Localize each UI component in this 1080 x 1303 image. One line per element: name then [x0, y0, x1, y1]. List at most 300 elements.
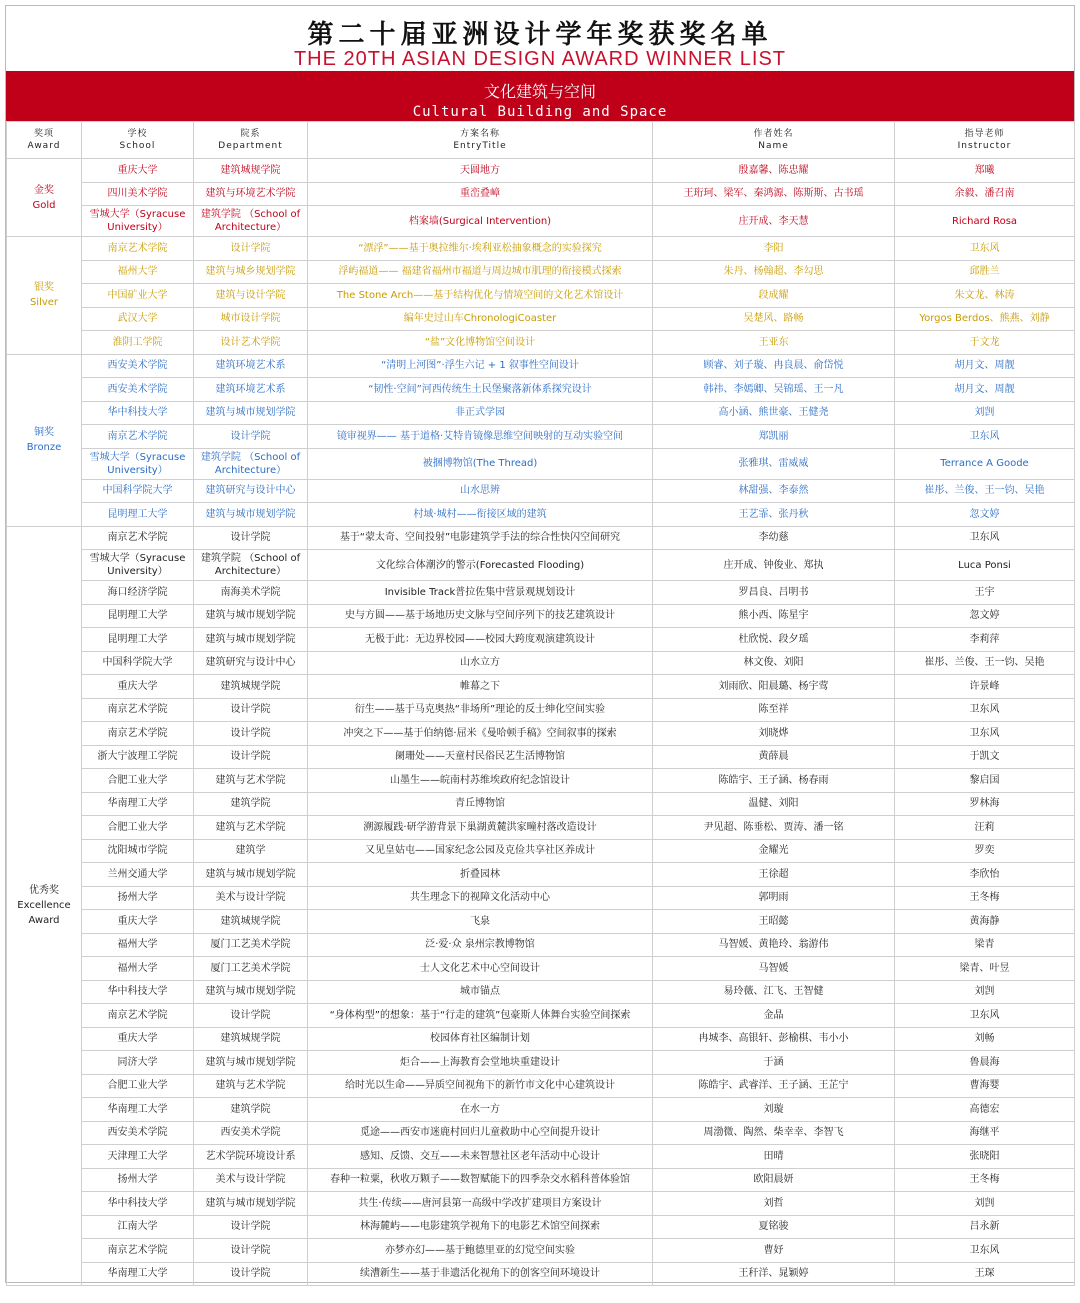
department-cell: 西安美术学院 [194, 1121, 308, 1145]
table-row [7, 628, 1075, 652]
table-row [7, 980, 1075, 1004]
instructor-cell: 王冬梅 [895, 886, 1075, 910]
department-cell: 厦门工艺美术学院 [194, 933, 308, 957]
entry-title-cell: 文化综合体潮汐的警示(Forecasted Flooding) [308, 550, 653, 581]
table-row [7, 1192, 1075, 1216]
author-cell: 黄薛晨 [653, 745, 895, 769]
department-cell: 设计艺术学院 [194, 331, 308, 355]
school-cell: 西安美术学院 [82, 354, 194, 378]
school-cell: 沈阳城市学院 [82, 839, 194, 863]
instructor-cell: 李莉萍 [895, 628, 1075, 652]
school-cell: 重庆大学 [82, 159, 194, 183]
department-cell: 厦门工艺美术学院 [194, 957, 308, 981]
department-cell: 南海美术学院 [194, 581, 308, 605]
department-cell: 建筑学院 （School of Architecture） [194, 206, 308, 237]
author-cell: 高小涵、熊世豪、王健尧 [653, 401, 895, 425]
instructor-cell: 于文龙 [895, 331, 1075, 355]
award-cell [7, 526, 82, 1286]
department-cell: 设计学院 [194, 698, 308, 722]
author-cell: 郭明雨 [653, 886, 895, 910]
school-cell: 中国科学院大学 [82, 479, 194, 503]
department-cell: 城市设计学院 [194, 307, 308, 331]
school-cell: 武汉大学 [82, 307, 194, 331]
instructor-cell: 郑曦 [895, 159, 1075, 183]
entry-title-cell: 山水立方 [308, 651, 653, 675]
school-cell: 南京艺术学院 [82, 526, 194, 550]
header-name: 作者姓名 Name [653, 122, 895, 159]
entry-title-cell: 续漕新生——基于非遗活化视角下的创客空间环境设计 [308, 1262, 653, 1286]
author-cell: 王徐超 [653, 863, 895, 887]
author-cell: 王秆洋、晁颖婷 [653, 1262, 895, 1286]
table-row [7, 698, 1075, 722]
author-cell: 刘璇 [653, 1098, 895, 1122]
table-row [7, 260, 1075, 284]
school-cell: 天津理工大学 [82, 1145, 194, 1169]
entry-title-cell: 给时光以生命——异质空间视角下的新竹市文化中心建筑设计 [308, 1074, 653, 1098]
category-title: 文化建筑与空间 [483, 82, 596, 101]
entry-title-cell: 天圆地方 [308, 159, 653, 183]
department-cell: 设计学院 [194, 745, 308, 769]
entry-title-cell: The Stone Arch——基于结构优化与情境空间的文化艺术馆设计 [308, 284, 653, 308]
instructor-cell: 胡月文、周靓 [895, 378, 1075, 402]
department-cell: 建筑与城市规划学院 [194, 1051, 308, 1075]
department-cell: 设计学院 [194, 1004, 308, 1028]
table-row [7, 1215, 1075, 1239]
entry-title-cell: 城市锚点 [308, 980, 653, 1004]
entry-title-cell: 村域·城村——衔接区域的建筑 [308, 503, 653, 527]
table-row [7, 159, 1075, 183]
school-cell: 南京艺术学院 [82, 722, 194, 746]
entry-title-cell: 炬合——上海教育会堂地块重建设计 [308, 1051, 653, 1075]
entry-title-cell: “清明上河图”·浮生六记 + 1 叙事性空间设计 [308, 354, 653, 378]
department-cell: 建筑城规学院 [194, 910, 308, 934]
school-cell: 合肥工业大学 [82, 816, 194, 840]
table-row [7, 581, 1075, 605]
author-cell: 殷嘉馨、陈忠耀 [653, 159, 895, 183]
department-cell: 设计学院 [194, 425, 308, 449]
instructor-cell: 卫东风 [895, 526, 1075, 550]
award-label-zh: 金奖 [34, 184, 54, 196]
department-cell: 建筑与城市规划学院 [194, 980, 308, 1004]
table-row [7, 1145, 1075, 1169]
page-title: 第二十届亚洲设计学年奖获奖名单 [307, 20, 773, 50]
instructor-cell: 刘剀 [895, 980, 1075, 1004]
instructor-cell: 崔彤、兰俊、王一钧、吴艳 [895, 479, 1075, 503]
table-row [7, 206, 1075, 237]
table-row [7, 839, 1075, 863]
entry-title-cell: 基于“蒙太奇、空间投射”电影建筑学手法的综合性快闪空间研究 [308, 526, 653, 550]
table-row [7, 722, 1075, 746]
instructor-cell: 朱文龙、林涛 [895, 284, 1075, 308]
table-row [7, 745, 1075, 769]
instructor-cell: Terrance A Goode [895, 448, 1075, 479]
instructor-cell: 黎启国 [895, 769, 1075, 793]
instructor-cell: 王琛 [895, 1262, 1075, 1286]
instructor-cell: 王冬梅 [895, 1168, 1075, 1192]
table-row [7, 1004, 1075, 1028]
department-cell: 建筑与城市规划学院 [194, 628, 308, 652]
school-cell: 同济大学 [82, 1051, 194, 1075]
table-row [7, 479, 1075, 503]
department-cell: 建筑学 [194, 839, 308, 863]
entry-title-cell: 飞泉 [308, 910, 653, 934]
author-cell: 陈皓宇、王子涵、杨春雨 [653, 769, 895, 793]
department-cell: 建筑与艺术学院 [194, 816, 308, 840]
author-cell: 李幼慈 [653, 526, 895, 550]
instructor-cell: 梁青 [895, 933, 1075, 957]
author-cell: 田晴 [653, 1145, 895, 1169]
entry-title-cell: 非正式学园 [308, 401, 653, 425]
table-row [7, 526, 1075, 550]
instructor-cell: 崔彤、兰俊、王一钧、吴艳 [895, 651, 1075, 675]
school-cell: 四川美术学院 [82, 182, 194, 206]
table-row [7, 378, 1075, 402]
author-cell: 杜欣悦、段夕瑶 [653, 628, 895, 652]
school-cell: 南京艺术学院 [82, 237, 194, 261]
table-row [7, 863, 1075, 887]
table-row [7, 604, 1075, 628]
entry-title-cell: 被捆博物馆(The Thread) [308, 448, 653, 479]
instructor-cell: Richard Rosa [895, 206, 1075, 237]
table-row [7, 284, 1075, 308]
header-row [7, 122, 1075, 159]
entry-title-cell: 在水一方 [308, 1098, 653, 1122]
entry-title-cell: 亦梦亦幻——基于鲍德里亚的幻觉空间实验 [308, 1239, 653, 1263]
department-cell: 艺术学院环境设计系 [194, 1145, 308, 1169]
table-row [7, 910, 1075, 934]
school-cell: 重庆大学 [82, 910, 194, 934]
entry-title-cell: 共生理念下的视障文化活动中心 [308, 886, 653, 910]
school-cell: 重庆大学 [82, 1027, 194, 1051]
department-cell: 设计学院 [194, 1262, 308, 1286]
instructor-cell: 张晓阳 [895, 1145, 1075, 1169]
school-cell: 福州大学 [82, 957, 194, 981]
department-cell: 建筑城规学院 [194, 159, 308, 183]
author-cell: 熊小西、陈星宇 [653, 604, 895, 628]
author-cell: 张雅琪、雷威威 [653, 448, 895, 479]
award-label-en: Excellence Award [17, 900, 71, 927]
author-cell: 庄开成、钟俊业、郑执 [653, 550, 895, 581]
department-cell: 建筑与环境艺术学院 [194, 182, 308, 206]
instructor-cell: 罗林海 [895, 792, 1075, 816]
author-cell: 马智媛、黄艳玲、翁游伟 [653, 933, 895, 957]
table-body [7, 159, 1075, 1286]
header-department: 院系 Department [194, 122, 308, 159]
table-row [7, 503, 1075, 527]
author-cell: 王珩珂、梁军、秦鸿源、陈斯斯、古书瑶 [653, 182, 895, 206]
page-subtitle: THE 20TH ASIAN DESIGN AWARD WINNER LIST [293, 48, 787, 70]
school-cell: 雪城大学（Syracuse University） [82, 206, 194, 237]
entry-title-cell: 林海麓屿——电影建筑学视角下的电影艺术馆空间探索 [308, 1215, 653, 1239]
entry-title-cell: 溯源履践·研学游背景下巢湖黄麓洪家疃村落改造设计 [308, 816, 653, 840]
department-cell: 建筑学院 [194, 1098, 308, 1122]
award-label-zh: 银奖 [34, 282, 54, 294]
entry-title-cell: 又见皇姑屯——国家纪念公园及克俭共享社区养成计 [308, 839, 653, 863]
author-cell: 刘晓烨 [653, 722, 895, 746]
department-cell: 建筑与城市规划学院 [194, 604, 308, 628]
entry-title-cell: 史与方圆——基于场地历史文脉与空间序列下的技艺建筑设计 [308, 604, 653, 628]
department-cell: 建筑学院 （School of Architecture） [194, 550, 308, 581]
department-cell: 建筑与城市规划学院 [194, 863, 308, 887]
award-label-en: Gold [32, 199, 56, 211]
author-cell: 郑凯丽 [653, 425, 895, 449]
author-cell: 尹见超、陈垂松、贾涛、潘一铭 [653, 816, 895, 840]
table-row [7, 331, 1075, 355]
author-cell: 金晶 [653, 1004, 895, 1028]
entry-title-cell: Invisible Track普拉佐集中营景观规划设计 [308, 581, 653, 605]
school-cell: 华南理工大学 [82, 1098, 194, 1122]
entry-title-cell: 山水思辨 [308, 479, 653, 503]
entry-title-cell: “漂浮”——基于奥拉维尔·埃利亚松抽象概念的实验探究 [308, 237, 653, 261]
table-row [7, 957, 1075, 981]
author-cell: 朱丹、杨翰超、李勾思 [653, 260, 895, 284]
school-cell: 扬州大学 [82, 886, 194, 910]
author-cell: 周渤微、陶然、柴幸幸、李智飞 [653, 1121, 895, 1145]
table-row [7, 651, 1075, 675]
school-cell: 南京艺术学院 [82, 425, 194, 449]
school-cell: 南京艺术学院 [82, 1239, 194, 1263]
header-award: 奖项 Award [7, 122, 82, 159]
school-cell: 中国科学院大学 [82, 651, 194, 675]
entry-title-cell: 折叠园林 [308, 863, 653, 887]
school-cell: 中国矿业大学 [82, 284, 194, 308]
instructor-cell: 汪莉 [895, 816, 1075, 840]
school-cell: 华中科技大学 [82, 980, 194, 1004]
instructor-cell: 梁青、叶昱 [895, 957, 1075, 981]
instructor-cell: 鲁晨海 [895, 1051, 1075, 1075]
instructor-cell: 忽文婷 [895, 604, 1075, 628]
table-row [7, 448, 1075, 479]
instructor-cell: 刘剀 [895, 401, 1075, 425]
table-row [7, 1027, 1075, 1051]
table-row [7, 675, 1075, 699]
entry-title-cell: 衍生——基于马克奥热“非场所”理论的反士绅化空间实验 [308, 698, 653, 722]
school-cell: 昆明理工大学 [82, 503, 194, 527]
school-cell: 西安美术学院 [82, 1121, 194, 1145]
entry-title-cell: 无极于此：无边界校园——校园大跨度观演建筑设计 [308, 628, 653, 652]
author-cell: 段成耀 [653, 284, 895, 308]
author-cell: 李阳 [653, 237, 895, 261]
school-cell: 南京艺术学院 [82, 698, 194, 722]
instructor-cell: 卫东风 [895, 1004, 1075, 1028]
table-row [7, 792, 1075, 816]
award-label-en: Bronze [26, 442, 62, 453]
instructor-cell: 李欣怡 [895, 863, 1075, 887]
school-cell: 西安美术学院 [82, 378, 194, 402]
author-cell: 曹妤 [653, 1239, 895, 1263]
school-cell: 华中科技大学 [82, 401, 194, 425]
entry-title-cell: 校园体育社区编制计划 [308, 1027, 653, 1051]
instructor-cell: 黄海静 [895, 910, 1075, 934]
instructor-cell: 忽文婷 [895, 503, 1075, 527]
entry-title-cell: 士人文化艺术中心空间设计 [308, 957, 653, 981]
instructor-cell: 卫东风 [895, 698, 1075, 722]
school-cell: 南京艺术学院 [82, 1004, 194, 1028]
author-cell: 欧阳晨妍 [653, 1168, 895, 1192]
author-cell: 罗昌良、吕明书 [653, 581, 895, 605]
header-entry-title: 方案名称 EntryTitle [308, 122, 653, 159]
instructor-cell: 卫东风 [895, 425, 1075, 449]
award-cell [7, 237, 82, 355]
entry-title-cell: 觅途——西安市迷鹿村回归儿童救助中心空间提升设计 [308, 1121, 653, 1145]
table-row [7, 401, 1075, 425]
author-cell: 庄开成、李天慧 [653, 206, 895, 237]
department-cell: 建筑学院 （School of Architecture） [194, 448, 308, 479]
table-row [7, 816, 1075, 840]
department-cell: 建筑与艺术学院 [194, 769, 308, 793]
instructor-cell: 许景峰 [895, 675, 1075, 699]
department-cell: 建筑研究与设计中心 [194, 479, 308, 503]
table-row [7, 1121, 1075, 1145]
entry-title-cell: 感知、反馈、交互——未来智慧社区老年活动中心设计 [308, 1145, 653, 1169]
entry-title-cell: 共生·传续——唐河县第一高级中学改扩建项目方案设计 [308, 1192, 653, 1216]
instructor-cell: 刘剀 [895, 1192, 1075, 1216]
school-cell: 福州大学 [82, 260, 194, 284]
entry-title-cell: 山墨生——皖南村苏维埃政府纪念馆设计 [308, 769, 653, 793]
author-cell: 王昭懿 [653, 910, 895, 934]
department-cell: 美术与设计学院 [194, 1168, 308, 1192]
school-cell: 合肥工业大学 [82, 1074, 194, 1098]
instructor-cell: Yorgos Berdos、熊燕、刘静 [895, 307, 1075, 331]
instructor-cell: 吕永新 [895, 1215, 1075, 1239]
table-row [7, 933, 1075, 957]
table-row [7, 1098, 1075, 1122]
department-cell: 建筑学院 [194, 792, 308, 816]
school-cell: 昆明理工大学 [82, 628, 194, 652]
table-row [7, 769, 1075, 793]
department-cell: 建筑与城乡规划学院 [194, 260, 308, 284]
instructor-cell: 罗奕 [895, 839, 1075, 863]
header-instructor: 指导老师 Instructor [895, 122, 1075, 159]
author-cell: 韩祎、李嫣卿、吴锦瑶、王一凡 [653, 378, 895, 402]
department-cell: 设计学院 [194, 526, 308, 550]
department-cell: 建筑环境艺术系 [194, 354, 308, 378]
entry-title-cell: “盐”文化博物馆空间设计 [308, 331, 653, 355]
department-cell: 建筑与设计学院 [194, 284, 308, 308]
instructor-cell: 卫东风 [895, 237, 1075, 261]
table-row [7, 886, 1075, 910]
instructor-cell: 卫东风 [895, 1239, 1075, 1263]
author-cell: 金耀光 [653, 839, 895, 863]
entry-title-cell: 重峦叠嶂 [308, 182, 653, 206]
award-label-zh: 铜奖 [34, 427, 54, 438]
table-row [7, 237, 1075, 261]
instructor-cell: 曹海婴 [895, 1074, 1075, 1098]
table-row [7, 550, 1075, 581]
department-cell: 设计学院 [194, 237, 308, 261]
table-row [7, 1168, 1075, 1192]
department-cell: 建筑与城市规划学院 [194, 1192, 308, 1216]
department-cell: 建筑与艺术学院 [194, 1074, 308, 1098]
entry-title-cell: 帷幕之下 [308, 675, 653, 699]
table-row [7, 307, 1075, 331]
school-cell: 雪城大学（Syracuse University） [82, 550, 194, 581]
author-cell: 刘哲 [653, 1192, 895, 1216]
author-cell: 顾睿、刘子璇、冉良晨、俞岱悦 [653, 354, 895, 378]
table-row [7, 1262, 1075, 1286]
school-cell: 淮阴工学院 [82, 331, 194, 355]
author-cell: 刘雨欣、阳晨璐、杨宇莺 [653, 675, 895, 699]
author-cell: 夏铭骏 [653, 1215, 895, 1239]
instructor-cell: Luca Ponsi [895, 550, 1075, 581]
school-cell: 华南理工大学 [82, 1262, 194, 1286]
school-cell: 华南理工大学 [82, 792, 194, 816]
entry-title-cell: 镜审视界—— 基于道格·艾特肯镜像思维空间映射的互动实验空间 [308, 425, 653, 449]
author-cell: 王亚东 [653, 331, 895, 355]
author-cell: 陈皓宇、武睿洋、王子涵、王芷宁 [653, 1074, 895, 1098]
entry-title-cell: “韧性·空间”河西传统生土民堡聚落新体系探究设计 [308, 378, 653, 402]
author-cell: 王艺霏、张丹秋 [653, 503, 895, 527]
entry-title-cell: 春种一粒粟，秋收万颗子——数智赋能下的四季杂交水稻科普体验馆 [308, 1168, 653, 1192]
table-row [7, 425, 1075, 449]
author-cell: 马智媛 [653, 957, 895, 981]
table-row [7, 1051, 1075, 1075]
school-cell: 江南大学 [82, 1215, 194, 1239]
award-sheet [5, 5, 1075, 1283]
school-cell: 重庆大学 [82, 675, 194, 699]
school-cell: 昆明理工大学 [82, 604, 194, 628]
instructor-cell: 海继平 [895, 1121, 1075, 1145]
table-row [7, 1239, 1075, 1263]
school-cell: 福州大学 [82, 933, 194, 957]
school-cell: 华中科技大学 [82, 1192, 194, 1216]
author-cell: 温健、刘阳 [653, 792, 895, 816]
department-cell: 建筑与城市规划学院 [194, 401, 308, 425]
instructor-cell: 王宇 [895, 581, 1075, 605]
author-cell: 林文俊、刘阳 [653, 651, 895, 675]
award-cell [7, 354, 82, 526]
department-cell: 建筑与城市规划学院 [194, 503, 308, 527]
instructor-cell: 刘畅 [895, 1027, 1075, 1051]
award-label-zh: 优秀奖 [29, 885, 59, 897]
award-label-en: Silver [29, 297, 59, 309]
instructor-cell: 余毅、潘召南 [895, 182, 1075, 206]
entry-title-cell: 阑珊处——天童村民俗民艺生活博物馆 [308, 745, 653, 769]
author-cell: 易玲薇、江飞、王智健 [653, 980, 895, 1004]
entry-title-cell: 档案墙(Surgical Intervention) [308, 206, 653, 237]
school-cell: 合肥工业大学 [82, 769, 194, 793]
author-cell: 林甜强、李泰然 [653, 479, 895, 503]
instructor-cell: 于凯文 [895, 745, 1075, 769]
author-cell: 于涵 [653, 1051, 895, 1075]
entry-title-cell: “身体构型”的想象：基于“行走的建筑”包豪斯人体舞台实验空间探索 [308, 1004, 653, 1028]
school-cell: 雪城大学（Syracuse University） [82, 448, 194, 479]
department-cell: 建筑城规学院 [194, 1027, 308, 1051]
category-subtitle: Cultural Building and Space [412, 104, 668, 120]
category-banner [6, 71, 1074, 121]
entry-title-cell: 编年史过山车ChronologiCoaster [308, 307, 653, 331]
instructor-cell: 胡月文、周靓 [895, 354, 1075, 378]
entry-title-cell: 冲突之下——基于伯纳德·屈米《曼哈顿手稿》空间叙事的探索 [308, 722, 653, 746]
instructor-cell: 高德宏 [895, 1098, 1075, 1122]
table-row [7, 1074, 1075, 1098]
entry-title-cell: 浮屿福道—— 福建省福州市福道与周边城市肌理的衔接模式探索 [308, 260, 653, 284]
department-cell: 设计学院 [194, 1239, 308, 1263]
table-row [7, 354, 1075, 378]
header-school: 学校 School [82, 122, 194, 159]
department-cell: 建筑研究与设计中心 [194, 651, 308, 675]
department-cell: 建筑环境艺术系 [194, 378, 308, 402]
instructor-cell: 邱胜兰 [895, 260, 1075, 284]
winner-table [6, 121, 1075, 1286]
department-cell: 设计学院 [194, 722, 308, 746]
department-cell: 建筑城规学院 [194, 675, 308, 699]
school-cell: 浙大宁波理工学院 [82, 745, 194, 769]
author-cell: 陈至祥 [653, 698, 895, 722]
department-cell: 美术与设计学院 [194, 886, 308, 910]
school-cell: 兰州交通大学 [82, 863, 194, 887]
instructor-cell: 卫东风 [895, 722, 1075, 746]
